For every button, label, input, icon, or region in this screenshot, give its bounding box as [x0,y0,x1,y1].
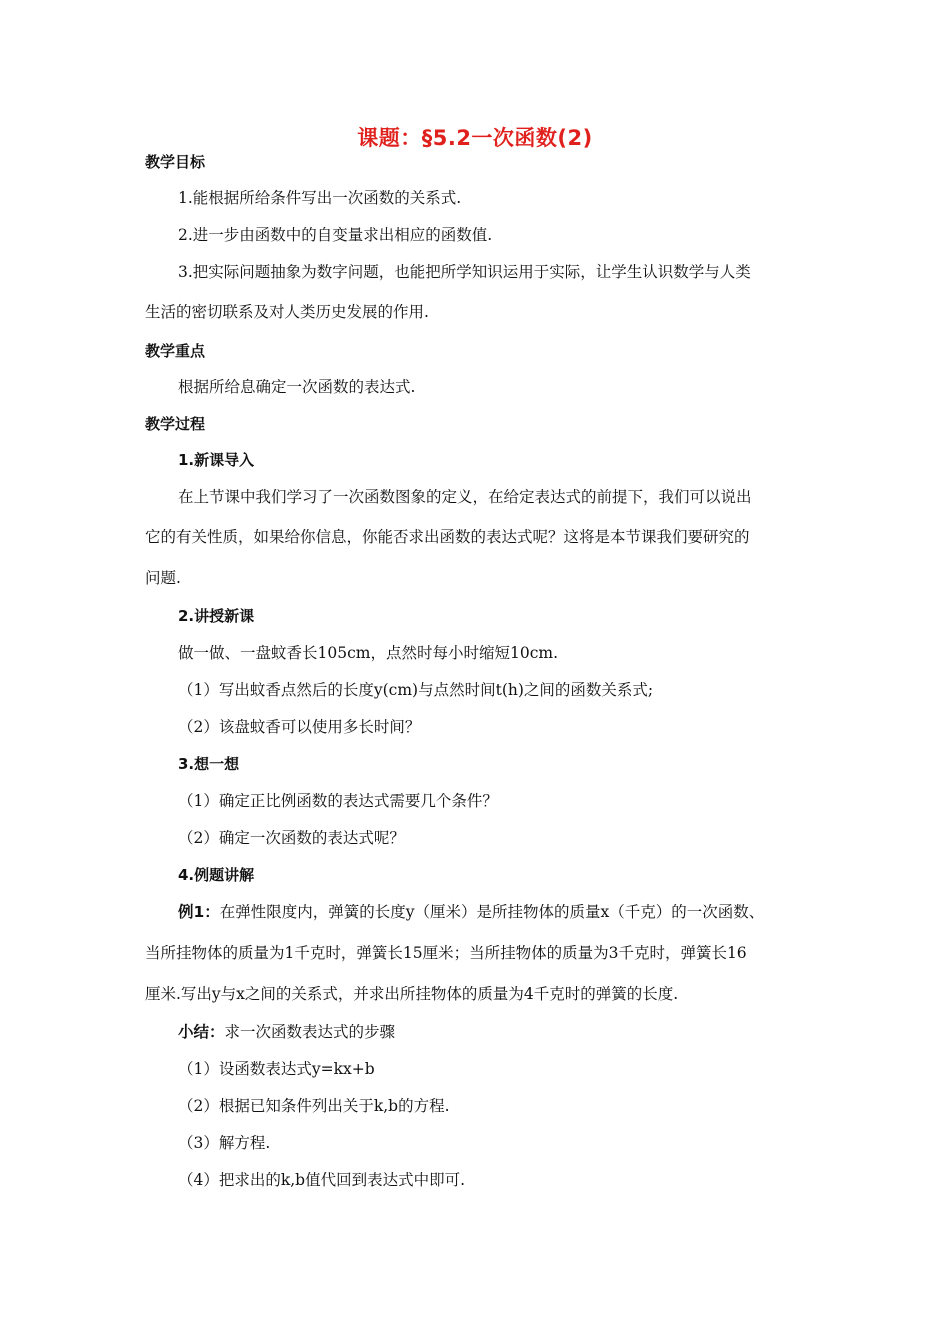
example-line-3: 厘米.写出y与x之间的关系式，并求出所挂物体的质量为4千克时的弹簧的长度. [145,985,679,1003]
summary-step-4: （4）把求出的k,b值代回到表达式中即可. [178,1171,466,1189]
page-title: 课题：§5.2一次函数(2) [357,126,593,150]
summary-line [178,1022,395,1042]
think-line-2: （2）确定一次函数的表达式呢？ [178,829,405,847]
example-text-1: 在弹性限度内，弹簧的长度y（厘米）是所挂物体的质量x（千克）的一次函数、 [219,903,765,921]
think-line-1: （1）确定正比例函数的表达式需要几个条件？ [178,792,498,810]
summary-label: 小结： [178,1023,225,1041]
intro-line-3: 问题. [145,569,181,587]
summary-step-1: （1）设函数表达式y=kx+b [178,1060,375,1078]
example-line-2: 当所挂物体的质量为1千克时，弹簧长15厘米；当所挂物体的质量为3千克时，弹簧长16 [145,944,747,962]
objective-3-line1: 3.把实际问题抽象为数字问题，也能把所学知识运用于实际，让学生认识数学与人类 [178,263,751,281]
objective-3-line2: 生活的密切联系及对人类历史发展的作用. [145,303,429,321]
intro-line-1: 在上节课中我们学习了一次函数图象的定义，在给定表达式的前提下，我们可以说出 [178,488,752,506]
example-line-1 [178,902,764,922]
section-think-heading: 3.想一想 [178,755,240,773]
focus-text: 根据所给息确定一次函数的表达式. [178,378,416,396]
summary-text: 求一次函数表达式的步骤 [224,1023,396,1041]
example-label: 例1： [178,903,220,921]
new-lesson-line-2: （1）写出蚊香点然后的长度y(cm)与点然时间t(h)之间的函数关系式; [178,681,654,699]
section-example-heading: 4.例题讲解 [178,866,255,884]
objective-2: 2.进一步由函数中的自变量求出相应的函数值. [178,226,493,244]
heading-focus: 教学重点 [145,342,206,360]
new-lesson-line-3: （2）该盘蚊香可以使用多长时间？ [178,718,421,736]
summary-step-2: （2）根据已知条件列出关于k,b的方程. [178,1097,450,1115]
heading-objectives: 教学目标 [145,153,206,171]
objective-1: 1.能根据所给条件写出一次函数的关系式. [178,189,462,207]
section-new-lesson-heading: 2.讲授新课 [178,607,255,625]
section-intro-heading: 1.新课导入 [178,451,255,469]
summary-step-3: （3）解方程. [178,1134,271,1152]
new-lesson-line-1: 做一做、一盘蚊香长105cm，点然时每小时缩短10cm. [178,644,558,662]
intro-line-2: 它的有关性质，如果给你信息，你能否求出函数的表达式呢？这将是本节课我们要研究的 [145,528,750,546]
heading-process: 教学过程 [145,415,206,433]
